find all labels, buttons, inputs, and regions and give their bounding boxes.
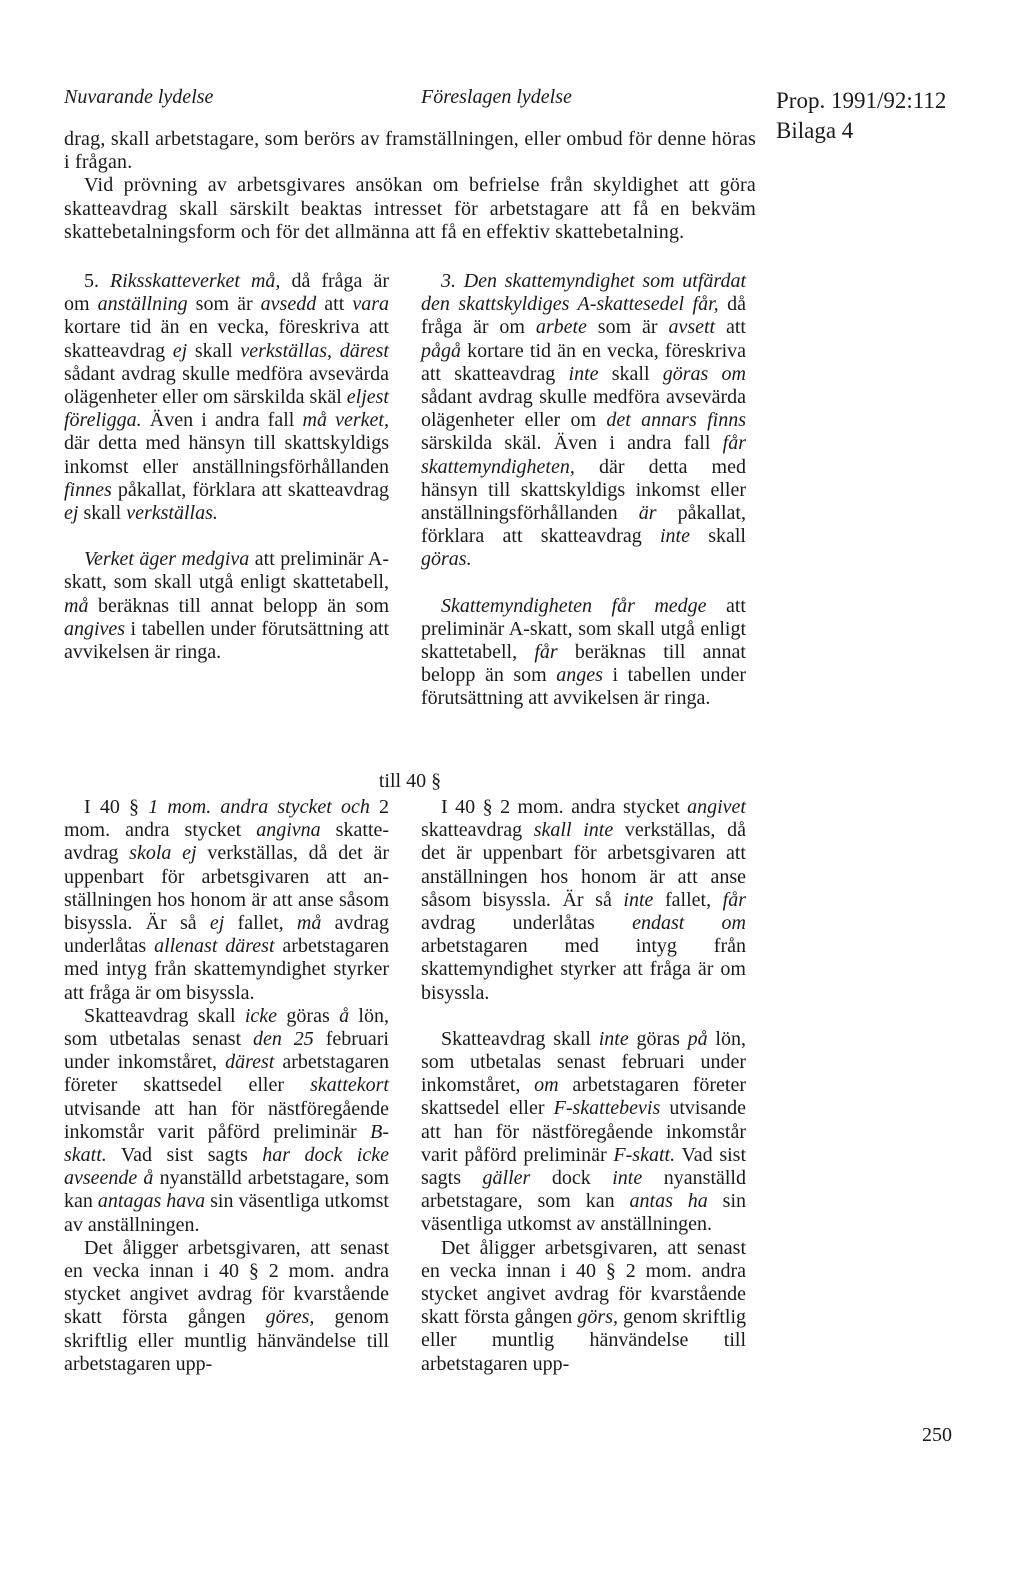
current-paragraph: Skatteavdrag skall icke göras å lön, som utbetalas senast den 25 februari under inkomståret, därest arbetstagaren företer skattsedel eller skattekort utvisande att han för nästföregående inkomstår varit påförd preliminär B-skatt. Vad sist sagts har dock icke avseende å nyanställd arbetstagare, som kan antagas hava sin väsentliga utkomst av anställningen. — [64, 1004, 389, 1236]
current-paragraph: 5. Riksskatteverket må, då fråga är om anställning som är avsedd att vara kortare tid än en vecka, föreskriva att skatteavdrag ej skall verkställas, därest sådant avdrag skulle medföra avsevärda olägenheter eller om särskilda skäl eljest föreligga. Även i andra fall må verket, där detta med hänsyn till skattskyldigs inkomst eller anställningsförhållanden finnes påkallat, förklara att skatteavdrag ej skall verkställas. — [64, 270, 390, 525]
intro-paragraph: Vid prövning av arbetsgivares ansökan om befrielse från skyldighet att göra skatteavdrag skall särskilt beaktas intresset för arbetstagare att få en bekväm skattebetalningsform och för det allmänna att få en effektiv skattebetalning. — [64, 174, 756, 243]
current-wording-column — [64, 270, 389, 664]
header-proposed-wording: Föreslagen lydelse — [421, 86, 572, 108]
appendix-label: Bilaga 4 — [776, 118, 854, 143]
proposed-wording-column — [421, 796, 746, 1376]
current-paragraph: Verket äger medgiva att preliminär A-skatt, som skall utgå enligt skattetabell, må beräknas till annat belopp än som angives i tabellen under förutsättning att avvikelsen är ringa. — [64, 548, 389, 664]
current-wording-column — [64, 796, 389, 1376]
section-heading: till 40 § — [378, 770, 442, 792]
proposition-number: Prop. 1991/92:112 — [776, 88, 947, 113]
page-number: 250 — [922, 1424, 952, 1446]
proposed-paragraph: I 40 § 2 mom. andra stycket angivet skatteavdrag skall inte verkställas, då det är uppenbart för arbetsgivaren att anställningen hos honom är att anse såsom bisyssla. Är så inte fallet, får avdrag underlåtas endast om arbetstagaren med intyg från skattemyndighet styrker att fråga är om bisyssla. — [421, 796, 746, 1004]
current-paragraph: Det åligger arbetsgivaren, att senast en vecka innan i 40 § 2 mom. andra stycket angivet avdrag för kvarstående skatt första gången göres, genom skriftlig eller muntlig hänvändelse till arbetstagaren upp- — [64, 1236, 389, 1375]
proposed-paragraph: Skatteavdrag skall inte göras på lön, som utbetalas senast februari under inkomståret, om arbetstagaren företer skattsedel eller F-skattebevis utvisande att han för nästföregående inkomstår varit påförd preliminär F-skatt. Vad sist sagts gäller dock inte nyanställd arbetstagare, som kan antas ha sin väsentliga utkomst av anställningen. — [421, 1027, 747, 1236]
proposed-paragraph: 3. Den skattemyndighet som utfärdat den skattskyldiges A-skattesedel får, då fråga är om arbete som är avsett att pågå kortare tid än en vecka, föreskriva att skatteavdrag inte skall göras om sådant avdrag skulle medföra avsevärda olägenheter eller om det annars finns särskilda skäl. Även i andra fall får skattemyndigheten, där detta med hänsyn till skattskyldigs inkomst eller anställningsförhållanden är påkallat, förklara att skatteavdrag inte skall göras. — [421, 270, 746, 571]
intro-paragraph: drag, skall arbetstagare, som berörs av framställningen, eller ombud för denne höras i frågan. — [64, 128, 756, 174]
current-paragraph: I 40 § 1 mom. andra stycket och 2 mom. andra stycket angivna skatteavdrag skola ej verkställas, då det är uppenbart för arbetsgivaren att anställningen hos honom är att anse såsom bisyssla. Är så ej fallet, må avdrag underlåtas allenast därest arbetstagaren med intyg från skattemyndighet styrker att fråga är om bisyssla. — [64, 796, 390, 1004]
proposed-paragraph: Det åligger arbetsgivaren, att senast en vecka innan i 40 § 2 mom. andra stycket angivet avdrag för kvarstående skatt första gången görs, genom skriftlig eller muntlig hänvändelse till arbetstagaren upp- — [421, 1236, 746, 1375]
proposed-wording-column — [421, 270, 746, 711]
proposed-paragraph: Skattemyndigheten får medge att preliminär A-skatt, som skall utgå enligt skattetabell, får beräknas till annat belopp än som anges i tabellen under förutsättning att avvikelsen är ringa. — [421, 594, 746, 710]
intro-text — [64, 128, 756, 244]
header-current-wording: Nuvarande lydelse — [64, 86, 214, 108]
